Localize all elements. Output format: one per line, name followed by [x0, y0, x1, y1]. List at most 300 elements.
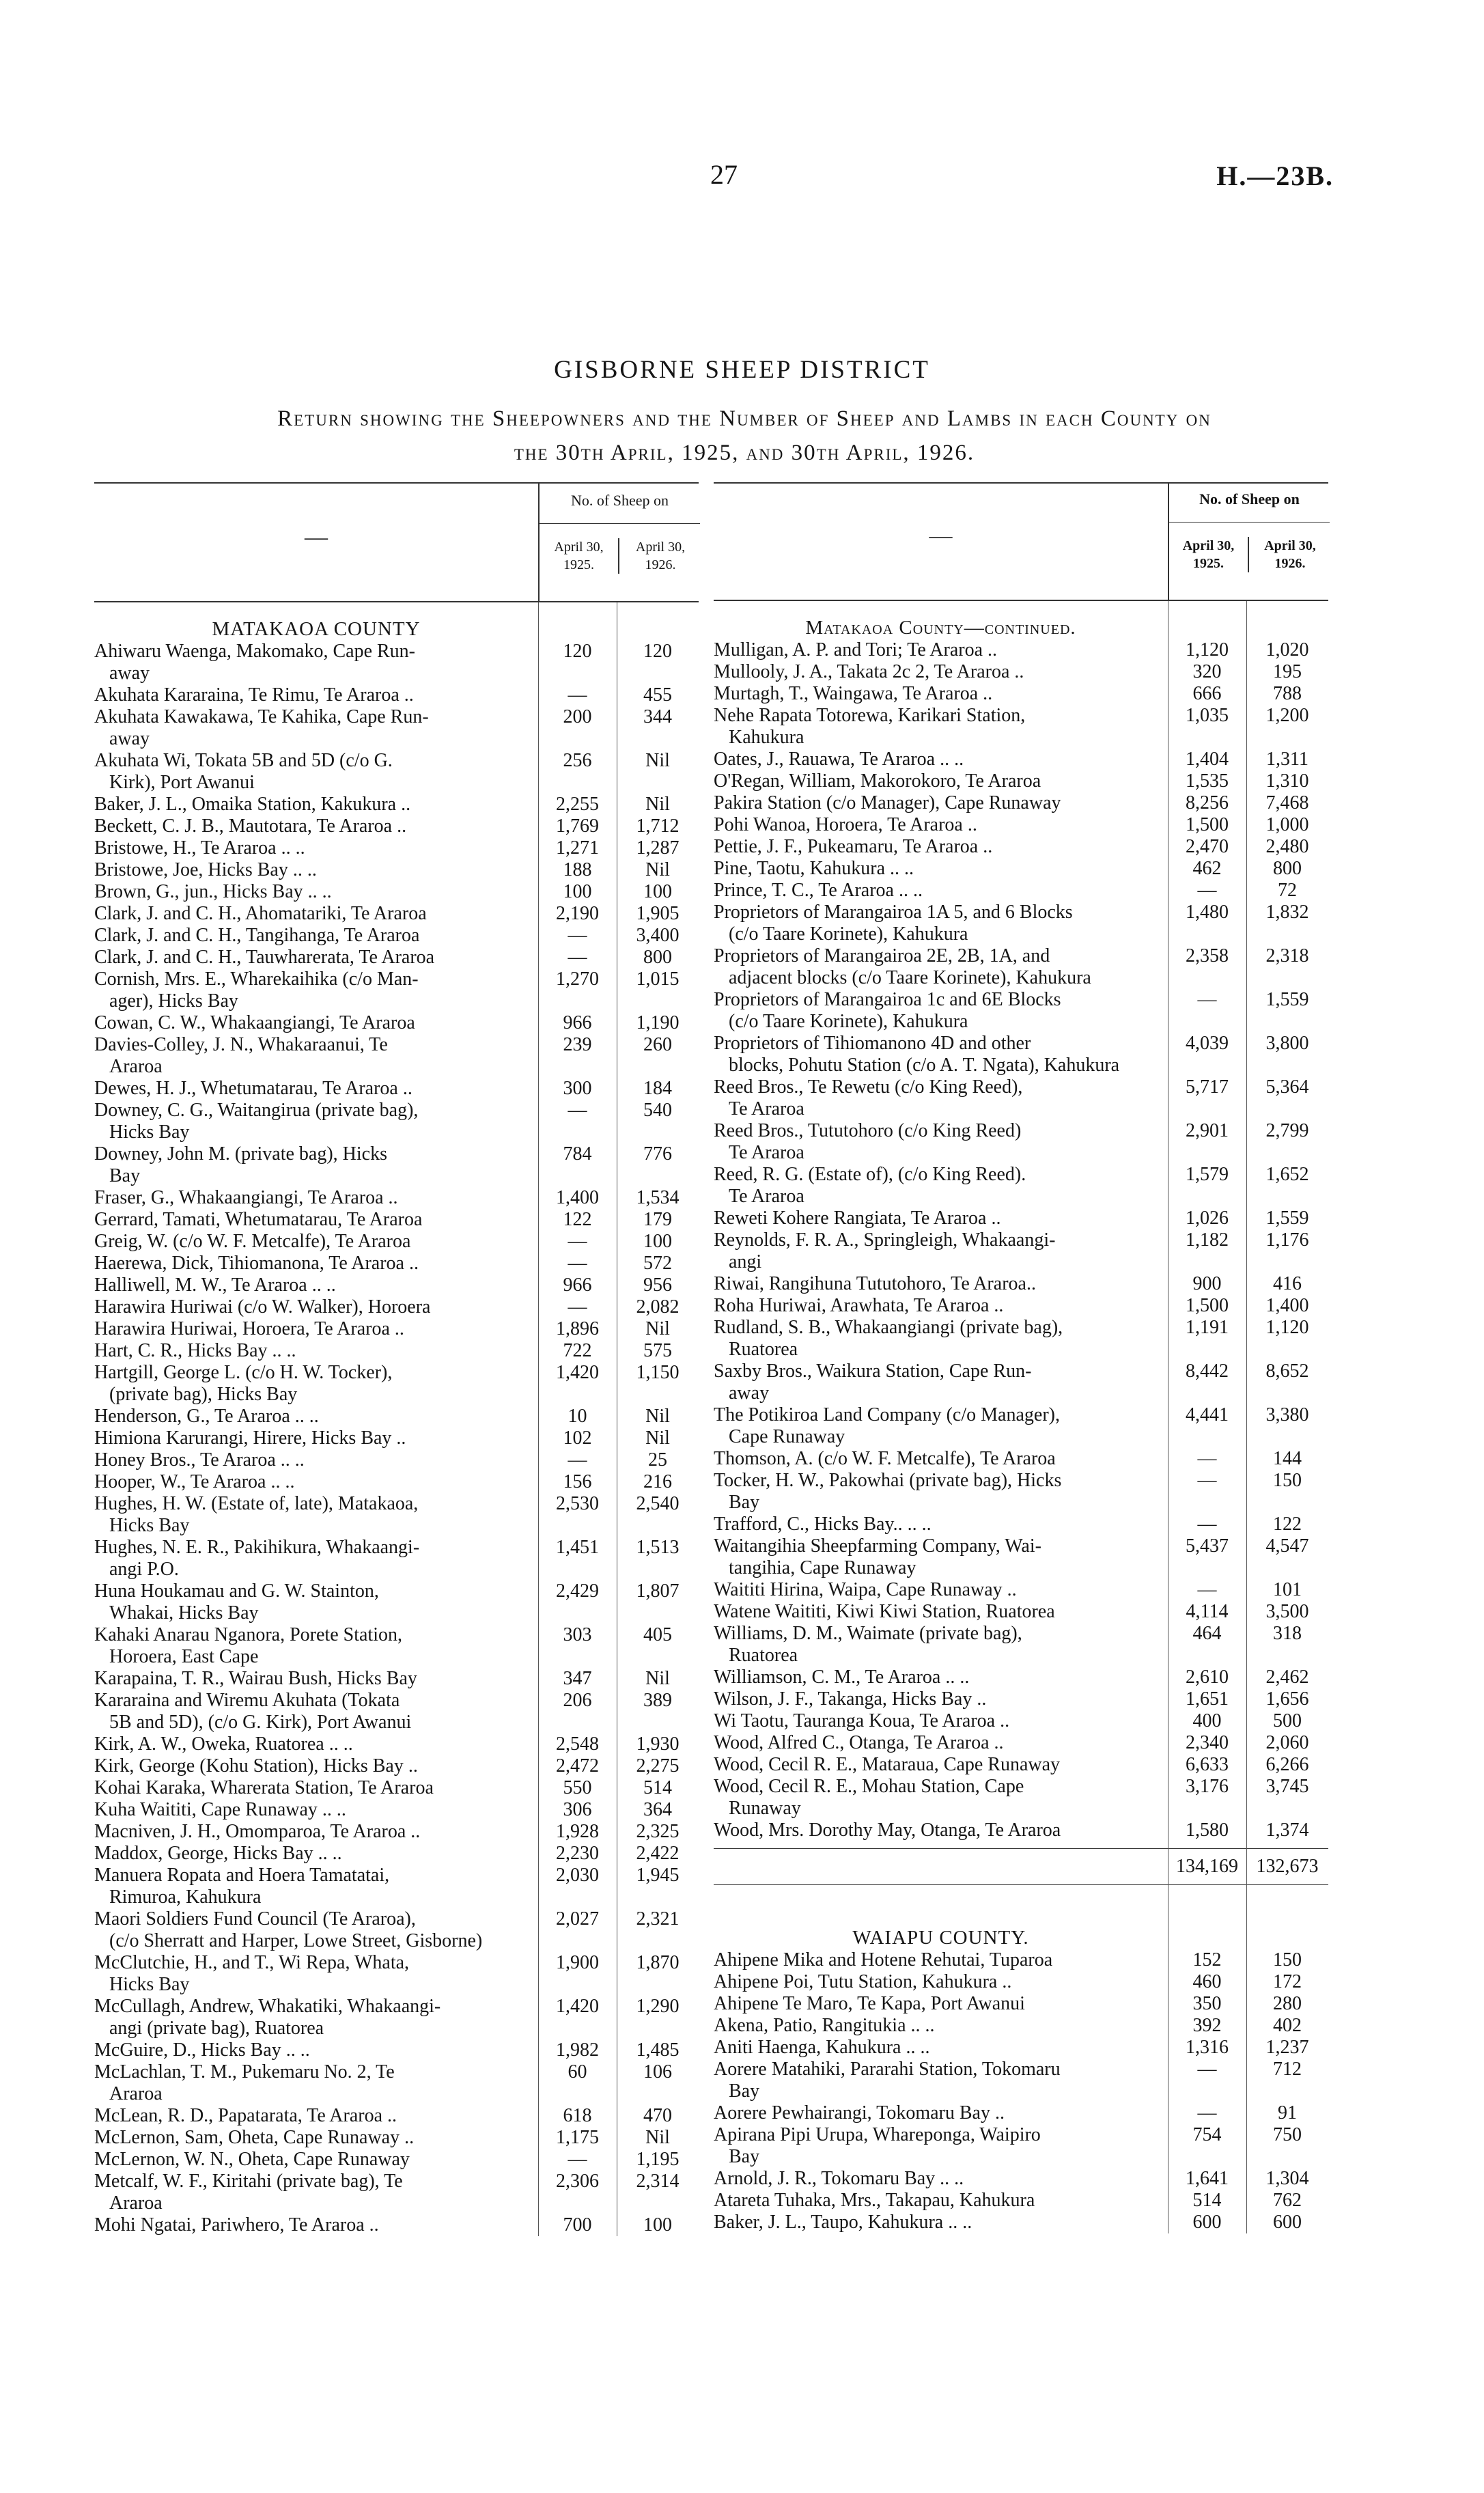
- owner-name: Wilson, J. F., Takanga, Hicks Bay ..: [714, 1688, 987, 1710]
- sheep-1926: 788: [1273, 683, 1302, 704]
- sheep-1925: —: [1197, 1470, 1217, 1491]
- table-row: [94, 925, 699, 947]
- owner-cell: [714, 792, 1168, 814]
- owner-name: Baker, J. L., Omaika Station, Kakukura ..: [94, 794, 411, 815]
- owner-name-continued: Whakai, Hicks Bay: [109, 1602, 259, 1624]
- owner-cell: [714, 814, 1168, 836]
- table-row: [714, 945, 1328, 989]
- owner-cell: [94, 1187, 538, 1209]
- table-row: [94, 2149, 699, 2171]
- owner-cell: [714, 1601, 1168, 1623]
- sheep-1926: 2,325: [636, 1821, 680, 1842]
- sheep-1926: 402: [1273, 2015, 1302, 2036]
- owner-name: Clark, J. and C. H., Tangihanga, Te Araroa: [94, 925, 420, 946]
- owner-name-continued: Araroa: [109, 2192, 163, 2214]
- table-row: [94, 947, 699, 969]
- table-row: [714, 2190, 1328, 2212]
- table-row: [94, 1690, 699, 1733]
- owner-name: Mulligan, A. P. and Tori; Te Araroa ..: [714, 639, 998, 660]
- owner-name: Beckett, C. J. B., Mautotara, Te Araroa ..: [94, 816, 407, 837]
- sheep-1925: —: [568, 1253, 587, 1274]
- owner-cell: [714, 1993, 1168, 2015]
- table-row: [714, 2037, 1328, 2059]
- table-row: [94, 837, 699, 859]
- owner-name: Karapaina, T. R., Wairau Bush, Hicks Bay: [94, 1668, 417, 1689]
- owner-name: Hughes, N. E. R., Pakihikura, Whakaangi-: [94, 1537, 420, 1558]
- table-row: [94, 1143, 699, 1187]
- sheep-1926: 101: [1273, 1579, 1302, 1600]
- owner-cell: [94, 859, 538, 881]
- owner-cell: [94, 794, 538, 816]
- owner-cell: [94, 1952, 538, 1996]
- owner-name: Saxby Bros., Waikura Station, Cape Run-: [714, 1361, 1032, 1382]
- sheep-1926: 1,905: [636, 903, 680, 924]
- sheep-1926: 106: [643, 2061, 672, 2083]
- table-row: [94, 1340, 699, 1362]
- owner-name: Cornish, Mrs. E., Wharekaihika (c/o Man-: [94, 969, 419, 990]
- owner-name: Clark, J. and C. H., Tauwharerata, Te Araroa: [94, 947, 435, 968]
- sheep-1926: 216: [643, 1471, 672, 1492]
- sheep-1925: 347: [563, 1668, 592, 1689]
- sheep-1925: —: [568, 1296, 587, 1318]
- sheep-1925: 966: [563, 1012, 592, 1033]
- table-row: [714, 2124, 1328, 2168]
- owner-cell: [714, 1623, 1168, 1667]
- owner-name: Brown, G., jun., Hicks Bay .. ..: [94, 881, 332, 902]
- owner-name: The Potikiroa Land Company (c/o Manager),: [714, 1404, 1060, 1425]
- sheep-1925: 464: [1192, 1623, 1222, 1644]
- owner-name: Maori Soldiers Fund Council (Te Araroa),: [94, 1908, 416, 1930]
- sheep-1926: Nil: [645, 2127, 670, 2148]
- sheep-1925: 4,039: [1186, 1033, 1229, 1054]
- owner-name-continued: Ruatorea: [729, 1645, 798, 1666]
- sheep-1926: 572: [643, 1253, 672, 1274]
- header-col-1926: April 30, 1926.: [618, 538, 701, 574]
- owner-cell: [94, 1996, 538, 2039]
- owner-name: Himiona Karurangi, Hirere, Hicks Bay ..: [94, 1427, 406, 1449]
- sheep-1925: 6,633: [1186, 1754, 1229, 1775]
- sheep-1925: —: [568, 925, 587, 946]
- owner-cell: [94, 1668, 538, 1690]
- sheep-1925: 1,500: [1186, 1295, 1229, 1316]
- table-row: [94, 1952, 699, 1996]
- owner-cell: [714, 1820, 1168, 1841]
- owner-name: Reweti Kohere Rangiata, Te Araroa ..: [714, 1208, 1001, 1229]
- sheep-1925: 462: [1192, 858, 1222, 879]
- header-group-label-right: No. of Sheep on: [1169, 490, 1330, 523]
- sheep-1926: Nil: [645, 750, 670, 771]
- sheep-1926: 1,559: [1265, 1208, 1309, 1229]
- owner-name: Downey, John M. (private bag), Hicks: [94, 1143, 387, 1165]
- owner-name-continued: tangihia, Cape Runaway: [729, 1557, 916, 1578]
- sheep-1926: 25: [648, 1449, 667, 1471]
- owner-name-continued: Araroa: [109, 1056, 163, 1077]
- sheep-1925: 256: [563, 750, 592, 771]
- owner-cell: [714, 1229, 1168, 1273]
- owner-cell: [94, 2061, 538, 2105]
- table-row: [94, 1362, 699, 1406]
- sheep-1926: 389: [643, 1690, 672, 1711]
- owner-name-continued: Ruatorea: [729, 1339, 798, 1360]
- owner-cell: [714, 1120, 1168, 1164]
- header-col-1926-right: April 30, 1926.: [1248, 537, 1331, 572]
- sheep-1925: 5,437: [1186, 1535, 1229, 1557]
- header-name-dash: —: [305, 525, 328, 550]
- sheep-1925: 1,120: [1186, 639, 1229, 660]
- sheep-1926: Nil: [645, 1318, 670, 1339]
- owner-name: Pakira Station (c/o Manager), Cape Runaway: [714, 792, 1061, 813]
- owner-cell: [714, 683, 1168, 705]
- sheep-1925: 2,255: [556, 794, 599, 815]
- owner-cell: [94, 1865, 538, 1908]
- sheep-1926: 318: [1273, 1623, 1302, 1644]
- owner-cell: [714, 2212, 1168, 2233]
- sheep-1926: 1,832: [1265, 902, 1309, 923]
- sheep-1925: 4,114: [1186, 1601, 1229, 1622]
- owner-name: Harawira Huriwai (c/o W. Walker), Horoera: [94, 1296, 431, 1318]
- sheep-1926: 2,318: [1265, 945, 1309, 966]
- table-header-left: [94, 482, 699, 602]
- owner-cell: [94, 1471, 538, 1493]
- sheep-1926: 1,200: [1265, 705, 1309, 726]
- table-row: [714, 1667, 1328, 1688]
- owner-cell: [94, 641, 538, 684]
- sheep-1926: 1,945: [636, 1865, 680, 1886]
- table-row: [714, 1601, 1328, 1623]
- table-row: [714, 661, 1328, 683]
- owner-name-continued: Hicks Bay: [109, 1974, 190, 1995]
- sheep-1925: 303: [563, 1624, 592, 1645]
- owner-name: Metcalf, W. F., Kiritahi (private bag), Te: [94, 2171, 403, 2192]
- sheep-1925: 350: [1192, 1993, 1222, 2014]
- owner-name: Ahiwaru Waenga, Makomako, Cape Run-: [94, 641, 415, 662]
- table-row: [714, 1470, 1328, 1514]
- sheep-1926: 1,534: [636, 1187, 680, 1208]
- owner-name-continued: Bay: [109, 1165, 141, 1186]
- sheep-1926: 2,462: [1265, 1667, 1309, 1688]
- table-row: [714, 705, 1328, 749]
- owner-cell: [714, 1754, 1168, 1776]
- owner-cell: [94, 947, 538, 969]
- sheep-1926: Nil: [645, 1406, 670, 1427]
- sheep-1926: 600: [1273, 2212, 1302, 2233]
- owner-name: Riwai, Rangihuna Tututohoro, Te Araroa..: [714, 1273, 1036, 1294]
- owner-name: McLean, R. D., Papatarata, Te Araroa ..: [94, 2105, 397, 2126]
- sheep-1926: Nil: [645, 859, 670, 880]
- table-row: [94, 1318, 699, 1340]
- table-row: [714, 1971, 1328, 1993]
- owner-name-continued: (c/o Taare Korinete), Kahukura: [729, 923, 968, 945]
- owner-name-continued: Bay: [729, 2080, 760, 2102]
- sheep-1925: 1,500: [1186, 814, 1229, 835]
- table-row: [94, 1209, 699, 1231]
- table-row: [714, 1295, 1328, 1317]
- sheep-1926: 150: [1273, 1470, 1302, 1491]
- header-group-label: No. of Sheep on: [540, 492, 700, 524]
- owner-name: Proprietors of Marangairoa 2E, 2B, 1A, and: [714, 945, 1050, 966]
- owner-cell: [94, 1143, 538, 1187]
- sheep-1925: 618: [563, 2105, 592, 2126]
- owner-cell: [94, 2214, 538, 2236]
- owner-cell: [714, 1514, 1168, 1535]
- sheep-1925: —: [1197, 2059, 1217, 2080]
- table-row: [94, 1296, 699, 1318]
- right-rows: [714, 601, 1328, 2233]
- sheep-1926: 364: [643, 1799, 672, 1820]
- owner-cell: [714, 1732, 1168, 1754]
- sheep-1926: 1,513: [636, 1537, 680, 1558]
- owner-cell: [714, 1949, 1168, 1971]
- table-row: [94, 1908, 699, 1952]
- sheep-1925: 1,420: [556, 1996, 599, 2017]
- owner-name: Wood, Cecil R. E., Mohau Station, Cape: [714, 1776, 1024, 1797]
- sheep-1925: 122: [563, 1209, 592, 1230]
- sheep-1925: —: [1197, 2102, 1217, 2123]
- sheep-1926: 2,480: [1265, 836, 1309, 857]
- owner-name-continued: blocks, Pohutu Station (c/o A. T. Ngata), Kahukura: [729, 1055, 1120, 1076]
- sheep-1926: 2,422: [636, 1843, 680, 1864]
- sheep-1926: 540: [643, 1100, 672, 1121]
- sheep-1925: 966: [563, 1275, 592, 1296]
- sheep-1926: 72: [1278, 880, 1297, 901]
- sheep-1926: 1,485: [636, 2039, 680, 2061]
- owner-cell: [94, 1231, 538, 1253]
- header-col-1925: April 30, 1925.: [554, 540, 604, 572]
- owner-name: Proprietors of Marangairoa 1c and 6E Blocks: [714, 989, 1061, 1010]
- owner-name: Ahipene Te Maro, Te Kapa, Port Awanui: [714, 1993, 1025, 2014]
- owner-cell: [714, 1361, 1168, 1404]
- owner-name-continued: angi P.O.: [109, 1559, 179, 1580]
- table-row: [94, 1427, 699, 1449]
- sheep-1926: 1,310: [1265, 770, 1309, 792]
- sheep-1926: 2,060: [1265, 1732, 1309, 1753]
- owner-cell: [714, 2015, 1168, 2037]
- owner-name: Waitangihia Sheepfarming Company, Wai-: [714, 1535, 1041, 1557]
- owner-cell: [714, 1688, 1168, 1710]
- table-row: [94, 2105, 699, 2127]
- owner-cell: [94, 1427, 538, 1449]
- sheep-1925: 188: [563, 859, 592, 880]
- sheep-1926: 3,800: [1265, 1033, 1309, 1054]
- sheep-1925: 1,404: [1186, 749, 1229, 770]
- owner-cell: [94, 881, 538, 903]
- owner-name: Huna Houkamau and G. W. Stainton,: [94, 1580, 379, 1602]
- sheep-1926: 91: [1278, 2102, 1297, 2123]
- owner-name: Reed Bros., Tututohoro (c/o King Reed): [714, 1120, 1022, 1141]
- document-reference: H.—23B.: [1216, 161, 1334, 191]
- owner-cell: [714, 836, 1168, 858]
- owner-name: Kirk, A. W., Oweka, Ruatorea .. ..: [94, 1733, 353, 1755]
- sheep-1926: 2,321: [636, 1908, 680, 1930]
- owner-name: Fraser, G., Whakaangiangi, Te Araroa ..: [94, 1187, 398, 1208]
- owner-name: Wood, Alfred C., Otanga, Te Araroa ..: [714, 1732, 1004, 1753]
- owner-cell: [714, 2102, 1168, 2124]
- sheep-1926: 1,000: [1265, 814, 1309, 835]
- sheep-1926: 100: [643, 1231, 672, 1252]
- sheep-1926: 1,237: [1265, 2037, 1309, 2058]
- sheep-1925: —: [1197, 1579, 1217, 1600]
- table-row: [714, 792, 1328, 814]
- sheep-1925: 4,441: [1186, 1404, 1229, 1425]
- owner-name: Honey Bros., Te Araroa .. ..: [94, 1449, 305, 1471]
- owner-name: Hughes, H. W. (Estate of, late), Matakaoa,: [94, 1493, 419, 1514]
- sheep-1926: 1,304: [1265, 2168, 1309, 2189]
- owner-cell: [94, 1406, 538, 1427]
- sheep-1925: 306: [563, 1799, 592, 1820]
- owner-name: Halliwell, M. W., Te Araroa .. ..: [94, 1275, 336, 1296]
- owner-name: McGuire, D., Hicks Bay .. ..: [94, 2039, 310, 2061]
- owner-cell: [714, 2124, 1168, 2168]
- owner-name-continued: (c/o Sherratt and Harper, Lowe Street, Gisborne): [109, 1930, 483, 1951]
- table-row: [714, 1776, 1328, 1820]
- owner-name: Gerrard, Tamati, Whetumatarau, Te Araroa: [94, 1209, 423, 1230]
- sheep-1925: 700: [563, 2214, 592, 2236]
- sheep-1925: 1,896: [556, 1318, 599, 1339]
- owner-name: Murtagh, T., Waingawa, Te Araroa ..: [714, 683, 993, 704]
- owner-cell: [714, 1448, 1168, 1470]
- table-row: [714, 1754, 1328, 1776]
- sheep-1925: —: [1197, 1514, 1217, 1535]
- table-row: [714, 1623, 1328, 1667]
- owner-name: Kohai Karaka, Wharerata Station, Te Araroa: [94, 1777, 434, 1798]
- sheep-1925: 239: [563, 1034, 592, 1055]
- sheep-1926: 120: [643, 641, 672, 662]
- sheep-1925: 392: [1192, 2015, 1222, 2036]
- table-row: [94, 1449, 699, 1471]
- sheep-1925: —: [568, 947, 587, 968]
- sheep-1926: 800: [643, 947, 672, 968]
- table-row: [94, 969, 699, 1012]
- table-row: [94, 2214, 699, 2236]
- owner-cell: [94, 1580, 538, 1624]
- sheep-1926: 179: [643, 1209, 672, 1230]
- owner-name: Ahipene Mika and Hotene Rehutai, Tuparoa: [714, 1949, 1053, 1970]
- owner-cell: [94, 2127, 538, 2149]
- sheep-1925: 2,530: [556, 1493, 599, 1514]
- sheep-1925: 8,442: [1186, 1361, 1229, 1382]
- owner-cell: [94, 969, 538, 1012]
- sheep-1925: 10: [568, 1406, 587, 1427]
- sheep-1925: 1,451: [556, 1537, 599, 1558]
- sheep-1926: 500: [1273, 1710, 1302, 1731]
- table-row: [94, 1406, 699, 1427]
- owner-cell: [714, 2190, 1168, 2212]
- table-row: [714, 2102, 1328, 2124]
- owner-cell: [94, 706, 538, 750]
- sheep-1925: 206: [563, 1690, 592, 1711]
- owner-cell: [94, 1296, 538, 1318]
- table-row: [94, 2171, 699, 2214]
- table-row: [714, 770, 1328, 792]
- table-row: [94, 2039, 699, 2061]
- sheep-1925: 2,340: [1186, 1732, 1229, 1753]
- owner-cell: [714, 1776, 1168, 1820]
- owner-name: Mohi Ngatai, Pariwhero, Te Araroa ..: [94, 2214, 379, 2236]
- sheep-1925: 666: [1192, 683, 1222, 704]
- sheep-1925: 60: [568, 2061, 587, 2083]
- sheep-1926: 280: [1273, 1993, 1302, 2014]
- sheep-1925: 1,400: [556, 1187, 599, 1208]
- table-row: [714, 2168, 1328, 2190]
- table-row: [94, 1253, 699, 1275]
- owner-cell: [94, 2105, 538, 2127]
- owner-name-continued: Te Araroa: [729, 1098, 804, 1119]
- sheep-1926: 1,559: [1265, 989, 1309, 1010]
- table-row: [714, 1688, 1328, 1710]
- owner-name: McCullagh, Andrew, Whakatiki, Whakaangi-: [94, 1996, 441, 2017]
- owner-cell: [714, 1535, 1168, 1579]
- sheep-1925: 600: [1192, 2212, 1222, 2233]
- table-row: [94, 1078, 699, 1100]
- table-row: [714, 1448, 1328, 1470]
- owner-name: Reynolds, F. R. A., Springleigh, Whakaangi-: [714, 1229, 1056, 1251]
- owner-name: Harawira Huriwai, Horoera, Te Araroa ..: [94, 1318, 404, 1339]
- sheep-1925: 1,035: [1186, 705, 1229, 726]
- sheep-1926: 405: [643, 1624, 672, 1645]
- owner-name-continued: Te Araroa: [729, 1142, 804, 1163]
- owner-cell: [94, 750, 538, 794]
- owner-cell: [94, 903, 538, 925]
- owner-name-continued: Araroa: [109, 2083, 163, 2104]
- owner-cell: [714, 945, 1168, 989]
- owner-name-continued: angi: [729, 1251, 762, 1272]
- sheep-1926: 260: [643, 1034, 672, 1055]
- sheep-1925: 102: [563, 1427, 592, 1449]
- owner-cell: [714, 2168, 1168, 2190]
- owner-name: Aorere Pewhairangi, Tokomaru Bay ..: [714, 2102, 1005, 2123]
- table-row: [94, 1843, 699, 1865]
- owner-cell: [714, 1710, 1168, 1732]
- owner-name: Proprietors of Tihiomanono 4D and other: [714, 1033, 1031, 1054]
- sheep-1926: 144: [1273, 1448, 1302, 1469]
- owner-cell: [714, 749, 1168, 770]
- sheep-1926: 2,275: [636, 1755, 680, 1777]
- table-row: [94, 1012, 699, 1034]
- sheep-1926: 1,287: [636, 837, 680, 859]
- owner-name: Pine, Taotu, Kahukura .. ..: [714, 858, 914, 879]
- owner-cell: [94, 1537, 538, 1580]
- table-row: [94, 1799, 699, 1821]
- sheep-1925: —: [1197, 1448, 1217, 1469]
- sheep-1926: 1,290: [636, 1996, 680, 2017]
- sheep-1926: 1,190: [636, 1012, 680, 1033]
- sheep-1926: 514: [643, 1777, 672, 1798]
- owner-cell: [94, 1755, 538, 1777]
- sheep-1926: 1,120: [1265, 1317, 1309, 1338]
- table-row: [714, 1404, 1328, 1448]
- owner-name: Kararaina and Wiremu Akuhata (Tokata: [94, 1690, 400, 1711]
- owner-name: Rudland, S. B., Whakaangiangi (private bag),: [714, 1317, 1063, 1338]
- sheep-1926: 776: [643, 1143, 672, 1165]
- table-row: [714, 1949, 1328, 1971]
- sheep-1926: 8,652: [1265, 1361, 1309, 1382]
- owner-cell: [714, 989, 1168, 1033]
- table-row: [94, 903, 699, 925]
- sheep-1925: 1,982: [556, 2039, 599, 2061]
- owner-name: Aorere Matahiki, Pararahi Station, Tokomaru: [714, 2059, 1061, 2080]
- owner-name: Haerewa, Dick, Tihiomanona, Te Araroa ..: [94, 1253, 419, 1274]
- owner-cell: [94, 1362, 538, 1406]
- owner-name: Williamson, C. M., Te Araroa .. ..: [714, 1667, 970, 1688]
- owner-name: Hartgill, George L. (c/o H. W. Tocker),: [94, 1362, 393, 1383]
- owner-name: Akuhata Kararaina, Te Rimu, Te Araroa ..: [94, 684, 414, 706]
- owner-name: Watene Waititi, Kiwi Kiwi Station, Ruatorea: [714, 1601, 1055, 1622]
- owner-name-continued: Runaway: [729, 1798, 801, 1819]
- sheep-1925: 784: [563, 1143, 592, 1165]
- sheep-1926: 1,015: [636, 969, 680, 990]
- table-row: [714, 2059, 1328, 2102]
- owner-cell: [714, 2037, 1168, 2059]
